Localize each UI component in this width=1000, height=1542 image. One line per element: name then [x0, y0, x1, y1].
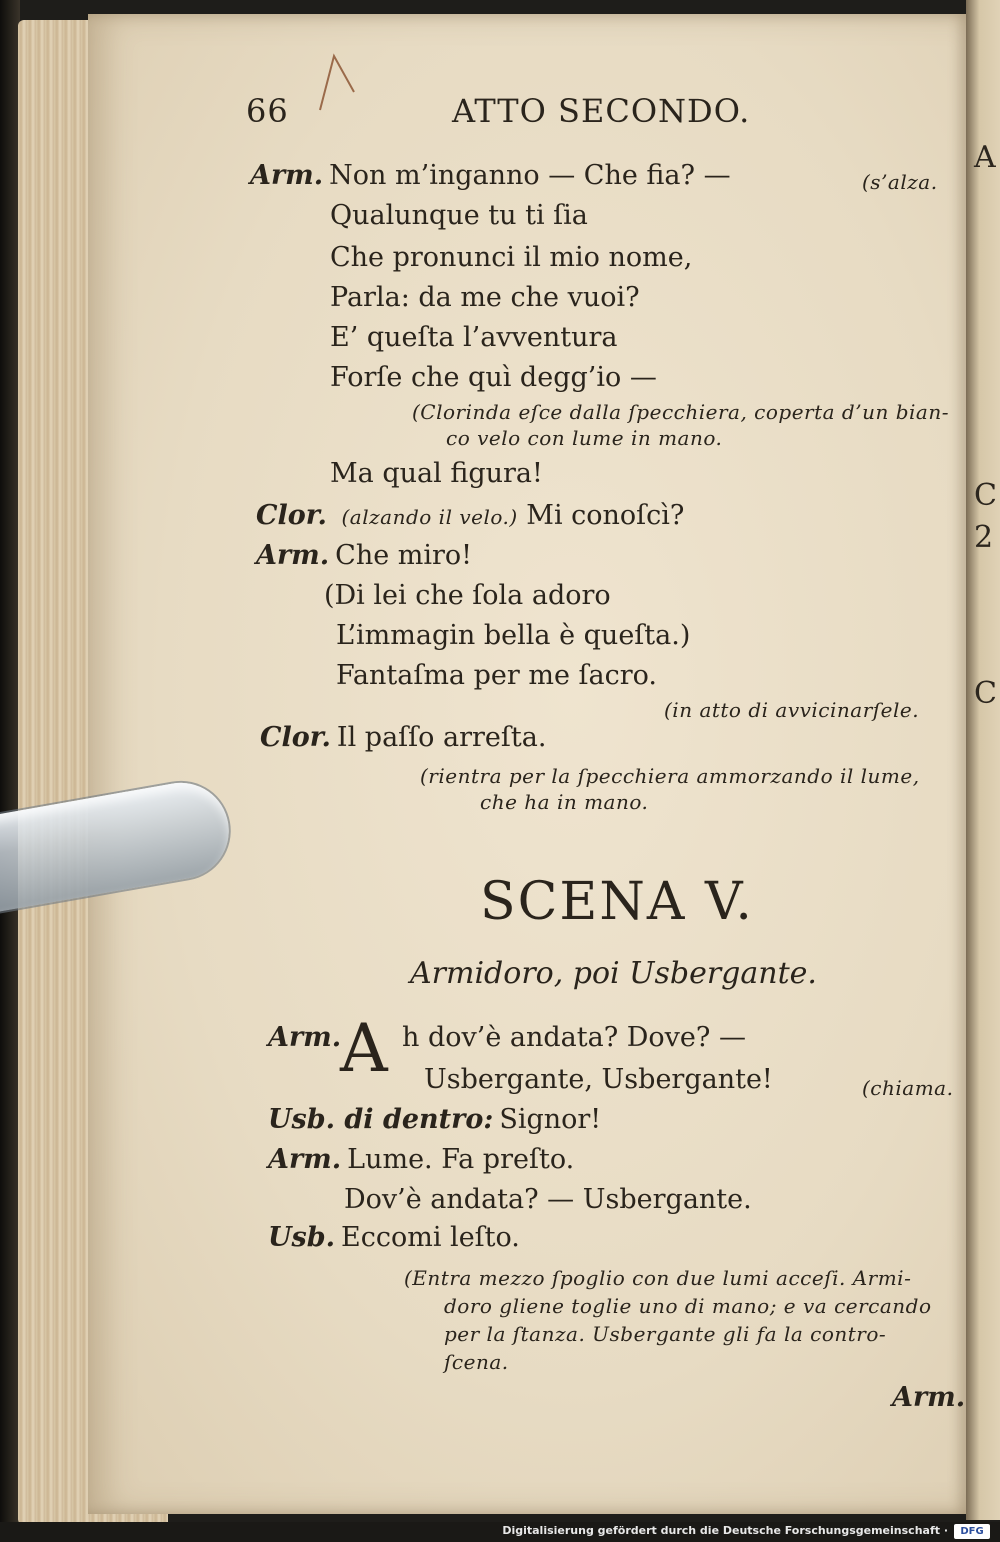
verse-line: L’immagin bella è queſta.) [336, 620, 691, 651]
speaker-label: Arm. [268, 1022, 342, 1053]
stage-direction: doro gliene toglie uno di mano; e va cercando [444, 1294, 932, 1318]
verse-line [268, 1104, 601, 1135]
pencil-mark-icon [316, 52, 358, 112]
verse-line: (Di lei che ſola adoro [324, 580, 611, 611]
book-spine-shadow [0, 0, 20, 1542]
stage-direction: (rientra per la ſpecchiera ammorzando il lume, [420, 764, 920, 788]
speaker-label: Arm. [256, 540, 330, 571]
drop-cap: A [340, 1010, 388, 1087]
verse-line [256, 540, 472, 571]
next-page-glyph: 2 [974, 520, 994, 555]
scene-subtitle: Armidoro, poi Usbergante. [410, 956, 817, 991]
verse-line: h dov’è andata? Dove? — [402, 1022, 746, 1053]
speaker-label: Arm. [268, 1144, 342, 1175]
next-page-glyph: C [974, 676, 997, 711]
verse-line: Dov’è andata? — Usbergante. [344, 1184, 752, 1215]
stage-direction: (s’alza. [862, 170, 938, 194]
speaker-label-line [268, 1022, 347, 1053]
verse-line: Usbergante, Usbergante! [424, 1064, 773, 1095]
stage-direction: che ha in mano. [480, 790, 649, 814]
verse-line: Parla: da me che vuoi? [330, 282, 640, 313]
stage-direction: (Clorinda eſce dalla ſpecchiera, coperta d’un bian- [412, 400, 949, 424]
act-title: ATTO SECONDO. [452, 92, 751, 130]
verse-line [250, 160, 731, 191]
verse-line [268, 1222, 520, 1253]
next-page-glyph: C [974, 478, 997, 513]
dfg-logo-icon: DFG [954, 1524, 990, 1539]
speaker-label: Clor. [256, 500, 327, 531]
verse-text: Che miro! [335, 540, 473, 571]
footer-credit: Digitalisierung gefördert durch die Deutsche Forschungsgemeinschaft · [502, 1524, 948, 1537]
stage-direction: per la ſtanza. Usbergante gli fa la contro- [444, 1322, 887, 1346]
verse-line [260, 722, 546, 753]
verse-line: Forſe che quì degg’io — [330, 362, 657, 393]
catchword: Arm. [892, 1382, 966, 1413]
verse-line: Ma qual figura! [330, 458, 543, 489]
verse-text: Eccomi leſto. [341, 1222, 520, 1253]
verse-text: Lume. Fa preſto. [347, 1144, 575, 1175]
stage-direction: co velo con lume in mano. [446, 426, 723, 450]
stage-direction: (chiama. [862, 1076, 954, 1100]
next-page-glyph: A [974, 140, 996, 175]
verse-text: Signor! [499, 1104, 602, 1135]
verse-line [256, 500, 684, 531]
speaker-label: Clor. [260, 722, 331, 753]
page-number: 66 [246, 92, 289, 130]
verse-line: E’ queſta l’avventura [330, 322, 618, 353]
next-page-edge [966, 0, 1000, 1520]
stage-direction: (alzando il velo.) [341, 505, 518, 529]
speaker-label: Arm. [250, 160, 324, 191]
verse-line: Fantaſma per me ſacro. [336, 660, 658, 691]
verse-line: Che pronunci il mio nome, [330, 242, 693, 273]
scene-title: SCENA V. [480, 872, 754, 932]
verse-line: Qualunque tu ti ſia [330, 200, 588, 231]
verse-text: Il paſſo arreſta. [336, 722, 547, 753]
stage-direction: (Entra mezzo ſpoglio con due lumi acceſi. Armi- [404, 1266, 912, 1290]
verse-text: Mi conoſcì? [526, 500, 685, 531]
verse-text: Non m’inganno — Che fia? — [329, 160, 731, 191]
stage-direction: (in atto di avvicinarſele. [664, 698, 920, 722]
speaker-label: Usb. [268, 1222, 336, 1253]
verse-line [268, 1144, 574, 1175]
speaker-label: Usb. di dentro: [268, 1104, 494, 1135]
stage-direction: ſcena. [444, 1350, 509, 1374]
